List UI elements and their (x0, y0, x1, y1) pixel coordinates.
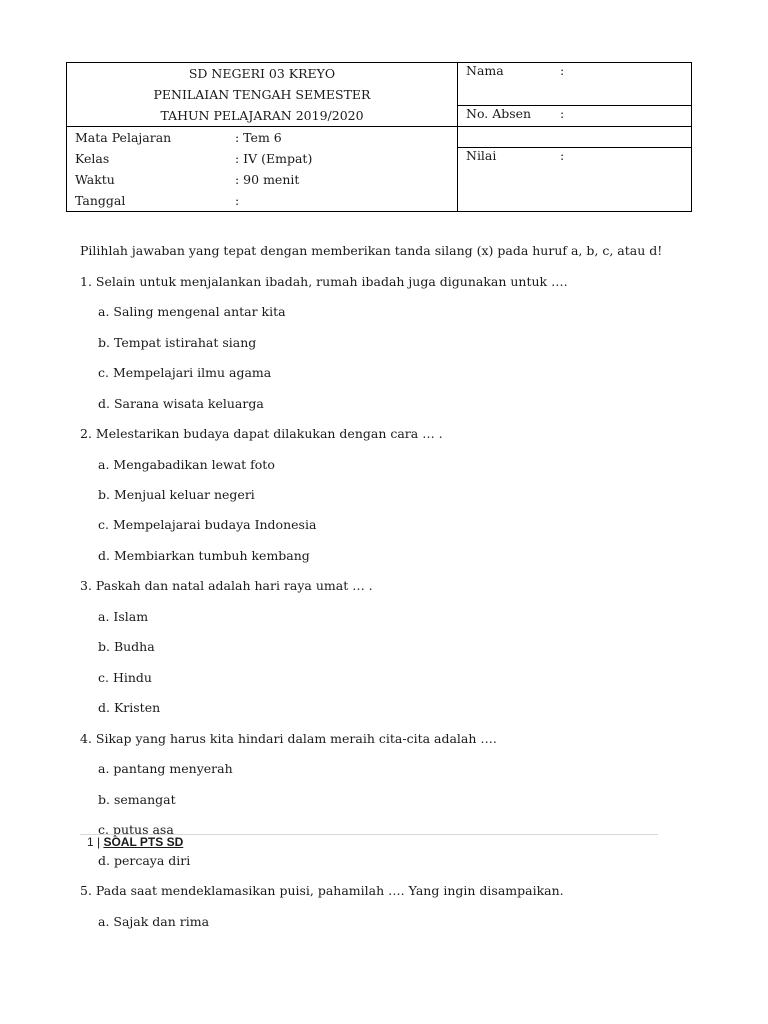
absen-label: No. Absen (466, 106, 532, 121)
nilai-label: Nilai (466, 148, 497, 164)
info-label: Tanggal (75, 193, 126, 208)
info-cell (67, 127, 458, 212)
absen-value: : (560, 106, 565, 121)
instruction-text: Pilihlah jawaban yang tepat dengan memberikan tanda silang (x) pada huruf a, b, c, atau d! (80, 243, 663, 258)
blank-cell (458, 127, 692, 148)
q2-option-c: c. Mempelajarai budaya Indonesia (98, 517, 317, 532)
header-table (66, 62, 692, 212)
info-value: : 90 menit (235, 172, 300, 187)
footer-title: SOAL PTS SD (103, 835, 184, 849)
q1-option-a: a. Saling mengenal antar kita (98, 304, 286, 319)
page-number: 1 | (87, 835, 101, 849)
school-title-cell (67, 63, 458, 127)
q3-option-d: d. Kristen (98, 700, 161, 715)
q4-option-c: c. putus asa (98, 822, 174, 837)
info-row-mapel (67, 127, 457, 148)
q5-option-a: a. Sajak dan rima (98, 914, 210, 929)
info-value: : Tem 6 (235, 130, 282, 145)
q1-option-b: b. Tempat istirahat siang (98, 335, 257, 350)
q2-option-b: b. Menjual keluar negeri (98, 487, 255, 502)
info-value: : (235, 193, 240, 208)
q3-option-b: b. Budha (98, 639, 155, 654)
nilai-value: : (560, 148, 565, 164)
q3-option-c: c. Hindu (98, 670, 152, 685)
info-value: : IV (Empat) (235, 151, 313, 166)
question-2: 2. Melestarikan budaya dapat dilakukan dengan cara … . (80, 426, 443, 441)
question-4: 4. Sikap yang harus kita hindari dalam meraih cita-cita adalah …. (80, 731, 497, 746)
info-row-waktu (67, 169, 457, 190)
q4-option-b: b. semangat (98, 792, 176, 807)
nama-value: : (560, 63, 565, 78)
question-1: 1. Selain untuk menjalankan ibadah, rumah ibadah juga digunakan untuk …. (80, 274, 568, 289)
q4-option-d: d. percaya diri (98, 853, 191, 868)
question-3: 3. Paskah dan natal adalah hari raya umat … . (80, 578, 373, 593)
school-name: SD NEGERI 03 KREYO (188, 66, 336, 81)
info-row-tanggal (67, 190, 457, 211)
q1-option-c: c. Mempelajari ilmu agama (98, 365, 272, 380)
info-label: Mata Pelajaran (75, 130, 172, 145)
info-label: Kelas (75, 151, 110, 166)
school-year: TAHUN PELAJARAN 2019/2020 (160, 108, 364, 123)
exam-name: PENILAIAN TENGAH SEMESTER (153, 87, 371, 102)
q1-option-d: d. Sarana wisata keluarga (98, 396, 264, 411)
q2-option-a: a. Mengabadikan lewat foto (98, 457, 275, 472)
nama-label: Nama (466, 63, 504, 78)
page-footer (87, 835, 183, 849)
info-row-kelas (67, 148, 457, 169)
nilai-cell (458, 148, 692, 212)
question-5: 5. Pada saat mendeklamasikan puisi, pahamilah …. Yang ingin disampaikan. (80, 883, 564, 898)
q3-option-a: a. Islam (98, 609, 149, 624)
nama-cell (458, 63, 692, 106)
info-label: Waktu (75, 172, 115, 187)
q4-option-a: a. pantang menyerah (98, 761, 233, 776)
absen-cell (458, 106, 692, 127)
q2-option-d: d. Membiarkan tumbuh kembang (98, 548, 310, 563)
